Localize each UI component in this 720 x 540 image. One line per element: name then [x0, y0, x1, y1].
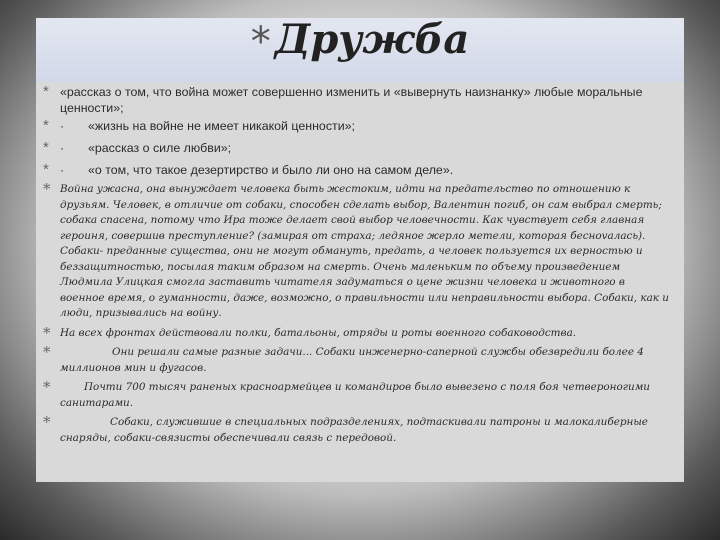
- list-item: [40, 380, 672, 411]
- bullet-marker: *: [43, 117, 49, 134]
- bullet-marker: *: [43, 83, 49, 100]
- item-text: Почти 700 тысяч раненых красноармейцев и командиров было вывезено с поля боя четвероногими санитарами.: [60, 381, 650, 409]
- item-text: «жизнь на войне не имеет никакой ценности»;: [88, 119, 355, 133]
- slide-title: [0, 16, 720, 65]
- list-item: [40, 323, 672, 342]
- bullet-marker: *: [43, 378, 51, 396]
- dot-marker: ·: [60, 141, 65, 155]
- title-text: Дружба: [274, 16, 470, 63]
- list-item: [40, 182, 672, 322]
- item-text: «рассказ о том, что война может совершенно изменить и «вывернуть наизнанку» любые моральные ценности»;: [60, 85, 643, 115]
- dot-marker: ·: [60, 163, 65, 177]
- list-item: [40, 345, 672, 376]
- bullet-marker: *: [43, 161, 49, 178]
- item-text: На всех фронтах действовали полки, батальоны, отряды и роты военного собаководства.: [60, 326, 577, 339]
- dot-marker: ·: [60, 119, 65, 133]
- list-item: [40, 162, 672, 178]
- title-asterisk: *: [250, 19, 271, 65]
- item-text: Они решали самые разные задачи... Собаки инженерно-саперной службы обезвредили более 4 миллионов мин и фугасов.: [60, 346, 644, 374]
- bullet-list: [40, 84, 672, 446]
- item-text: Собаки, служившие в специальных подразделениях, подтаскивали патроны и малокалиберные снаряды, собаки-связисты обеспечивали связь с передовой.: [60, 416, 648, 444]
- list-item: [40, 415, 672, 446]
- item-text: «о том, что такое дезертирство и было ли оно на самом деле».: [88, 163, 454, 177]
- list-item: [40, 140, 672, 156]
- bullet-marker: *: [43, 139, 49, 156]
- bullet-marker: *: [43, 323, 51, 342]
- bullet-marker: *: [43, 413, 51, 431]
- item-text: Война ужасна, она вынуждает человека быть жестоким, идти на предательство по отношению к друзьям. Человек, в отличие от собаки, способен сделать выбор, Валентин погиб, он сам выбрал смерть; собака спасена, потому что Ира тоже делает свой выбор человечности. Как чувствует себя главная героиня, совершив преступление? (замирая от страха; ледяное жерло метели, которая беснovалась). Собаки- преданные существа, они не могут обмануть, предать, а человек пользуется их верностью и беззащитностью, посылая таким образом на смерть. Очень маленьким по объему произведением Людмила Улицкая смогла заставить читателя задуматься о цене жизни человека и животного в военное время, о гуманности, даже, возможно, о правильности или неправильности выбора. Собаки, как и люди, призывались на войну.: [60, 183, 669, 319]
- item-text: «рассказ о силе любви»;: [88, 141, 232, 155]
- bullet-marker: *: [43, 180, 51, 198]
- bullet-marker: *: [43, 343, 51, 361]
- list-item: [40, 84, 672, 116]
- list-item: [40, 118, 672, 134]
